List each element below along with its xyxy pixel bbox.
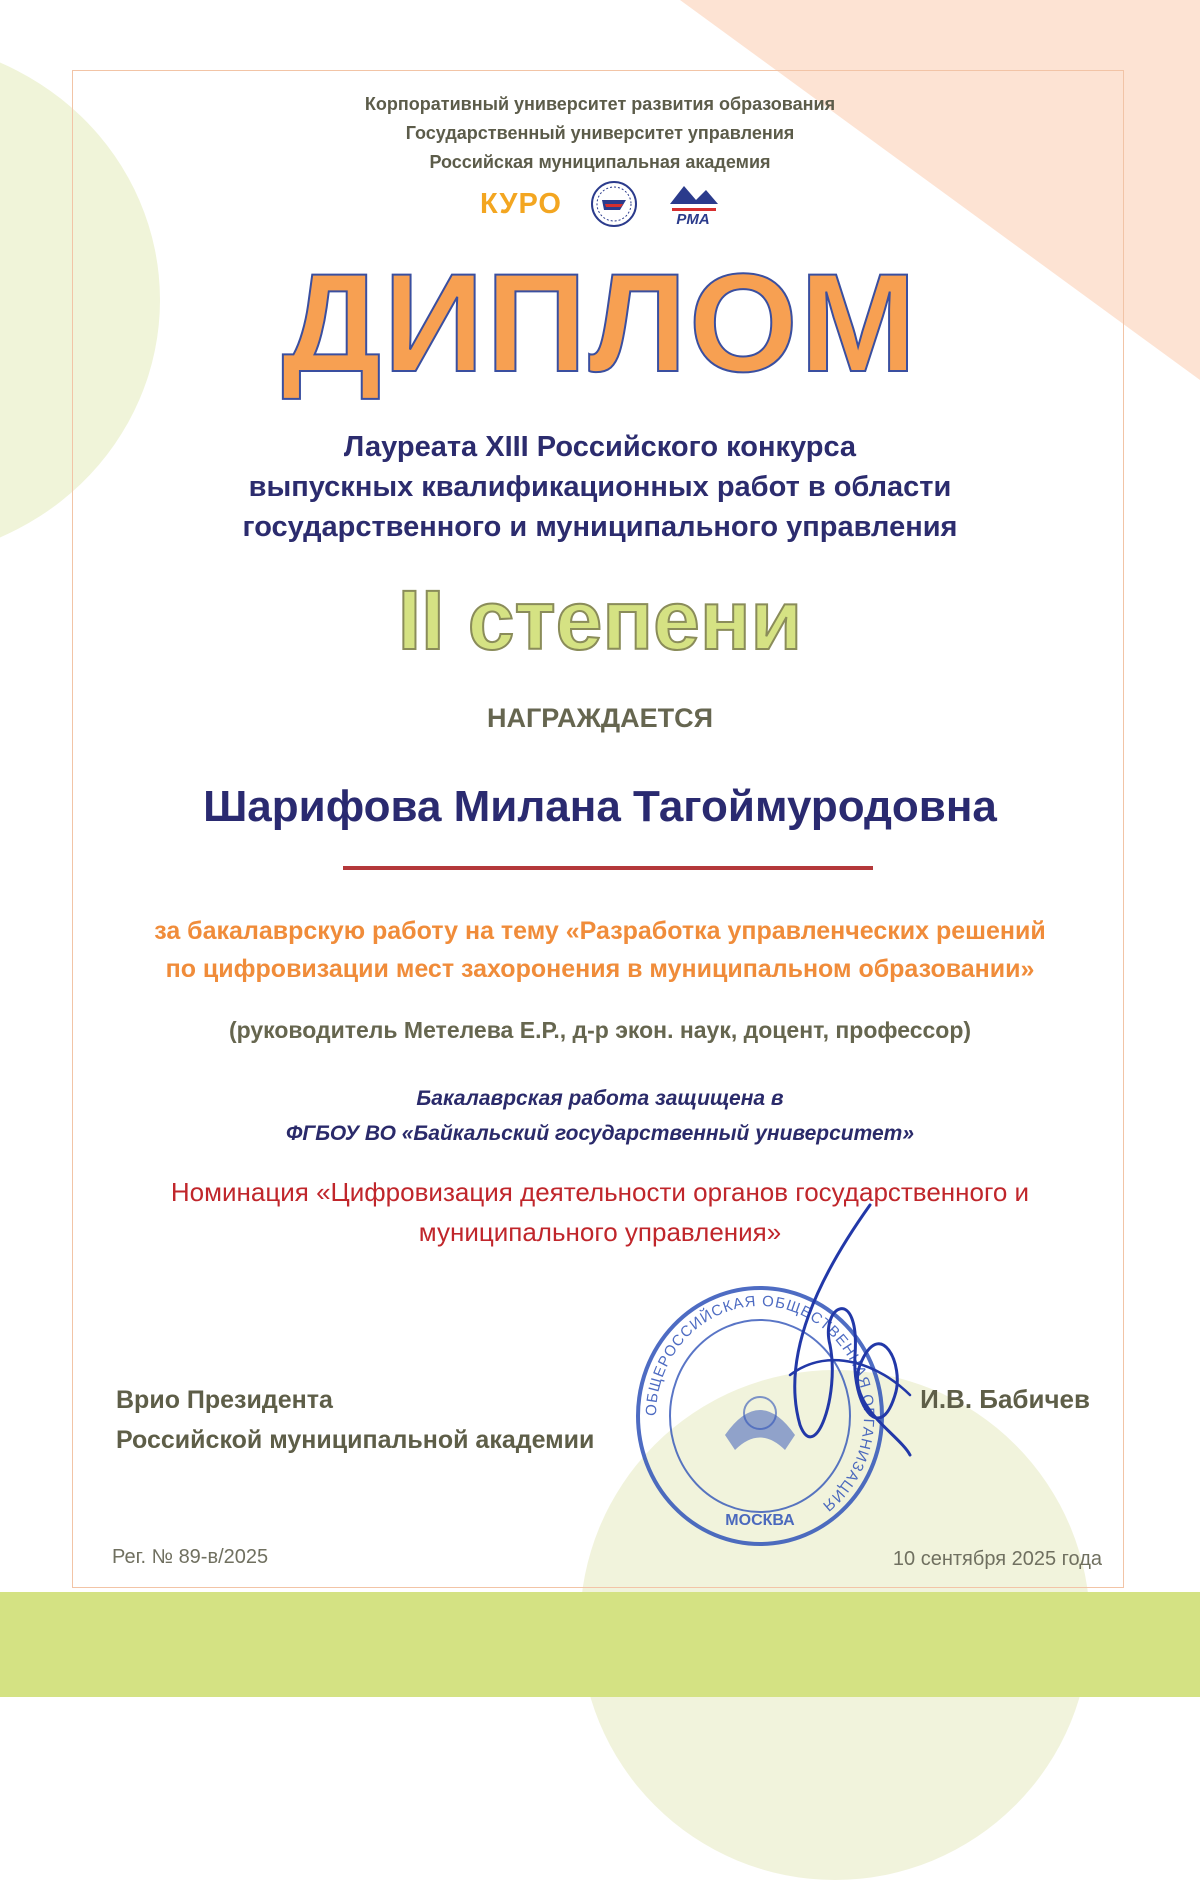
- kuro-logo: КУРО: [480, 187, 562, 220]
- defended-line: ФГБОУ ВО «Байкальский государственный университет»: [285, 1122, 915, 1145]
- awarded-label: НАГРАЖДАЕТСЯ: [487, 703, 713, 733]
- organizer-line: Российская муниципальная академия: [429, 152, 771, 172]
- university-seal-logo: [590, 180, 638, 228]
- organizers: [0, 90, 1200, 177]
- laureate-line: Лауреата XIII Российского конкурса: [343, 431, 857, 463]
- recipient-name: Шарифова Милана Тагоймуродовна: [203, 782, 997, 831]
- topic-line: по цифровизации мест захоронения в муниципальном образовании»: [165, 955, 1035, 983]
- signer-title: [116, 1380, 594, 1460]
- organizer-line: Корпоративный университет развития образования: [364, 94, 836, 114]
- name-underline: [343, 866, 873, 870]
- signer-title-line: Российской муниципальной академии: [116, 1426, 595, 1454]
- background-bottom-band: [0, 1592, 1200, 1697]
- supervisor-text: (руководитель Метелева Е.Р., д-р экон. наук, доцент, профессор): [228, 1017, 972, 1043]
- nomination-line: Номинация «Цифровизация деятельности органов государственного и: [170, 1177, 1030, 1207]
- diploma-title: ДИПЛОМ: [281, 244, 919, 401]
- issue-date: 10 сентября 2025 года: [892, 1548, 1102, 1570]
- rma-logo-text: РМА: [676, 211, 710, 226]
- signer-title-line: Врио Президента: [116, 1386, 333, 1414]
- organizer-line: Государственный университет управления: [405, 123, 795, 143]
- nomination-line: муниципального управления»: [418, 1217, 782, 1247]
- signer-name: И.В. Бабичев: [920, 1384, 1090, 1414]
- laureate-line: выпускных квалификационных работ в области: [248, 471, 952, 503]
- signature: [760, 1195, 920, 1475]
- rma-logo: [666, 182, 720, 226]
- work-topic: [0, 912, 1200, 988]
- registration-number: Рег. № 89-в/2025: [112, 1546, 269, 1568]
- stamp-ring-text: ОБЩЕРОССИЙСКАЯ ОБЩЕСТВЕННАЯ ОРГАНИЗАЦИЯ: [642, 1292, 878, 1515]
- topic-line: за бакалаврскую работу на тему «Разработка управленческих решений: [154, 917, 1046, 945]
- laureate-line: государственного и муниципального управления: [242, 511, 958, 543]
- logo-row: [0, 180, 1200, 228]
- defended-text: [0, 1081, 1200, 1151]
- laureate-text: [0, 427, 1200, 547]
- defended-line: Бакалаврская работа защищена в: [416, 1087, 784, 1110]
- degree-title: II степени: [397, 573, 803, 667]
- nomination-text: [0, 1172, 1200, 1252]
- stamp-city: МОСКВА: [725, 1512, 795, 1529]
